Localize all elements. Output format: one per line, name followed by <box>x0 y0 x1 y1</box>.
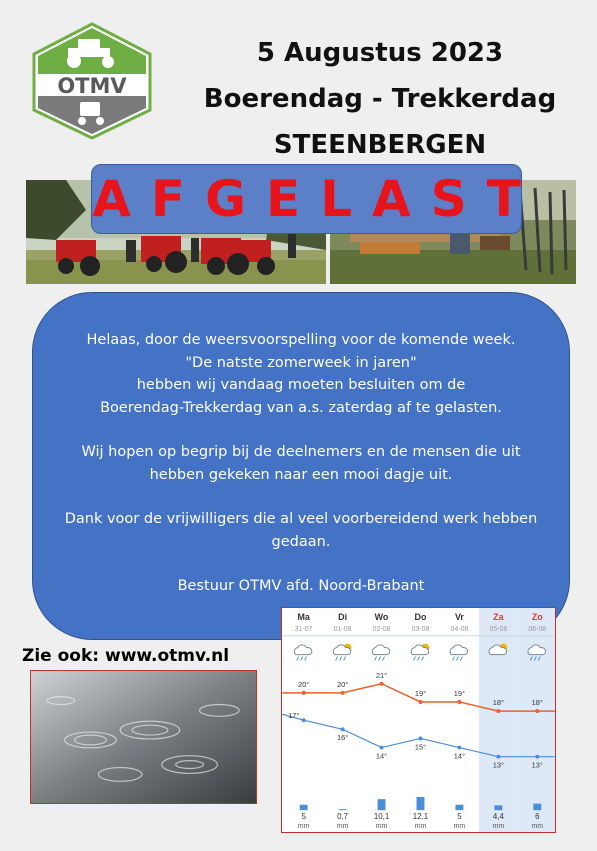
forecast-date: 31-07 <box>294 625 313 633</box>
sun-rain-cloud-icon <box>333 644 351 661</box>
rain-value: 0,7 <box>337 812 349 822</box>
announcement-paragraph <box>33 329 569 419</box>
min-temp-label: 14° <box>375 751 388 761</box>
event-title: Boerendag - Trekkerdag <box>203 84 557 114</box>
max-temp-point <box>535 709 539 713</box>
rain-value: 5 <box>457 812 462 822</box>
min-temp-point <box>496 755 500 759</box>
weekend-column <box>479 608 518 832</box>
forecast-date: 02-08 <box>372 625 391 633</box>
max-temp-label: 21° <box>375 670 388 680</box>
rain-unit: mm <box>453 823 466 831</box>
rain-value: 10,1 <box>373 812 390 822</box>
forecast-date: 03-08 <box>411 625 430 633</box>
rain-bar <box>455 805 463 810</box>
announcement-line: Dank voor de vrijwilligers die al veel voorbereidend werk hebben <box>64 511 538 527</box>
max-temp-label: 19° <box>414 689 427 699</box>
rain-value: 12,1 <box>412 812 429 822</box>
forecast-day: Zo <box>531 611 543 622</box>
forecast-day: Wo <box>374 611 389 622</box>
forecast-day: Di <box>338 611 348 622</box>
rain-unit: mm <box>414 823 427 831</box>
announcement-line: hebben gekeken naar een mooi dagje uit. <box>149 466 453 483</box>
rain-bar <box>417 797 425 810</box>
rain-value: 6 <box>535 812 540 822</box>
forecast-day: Do <box>414 611 427 622</box>
min-temp-point <box>302 718 306 722</box>
rain-unit: mm <box>297 823 310 831</box>
max-temp-point <box>496 709 500 713</box>
announcement-line: hebben wij vandaag moeten besluiten om de <box>136 377 466 393</box>
forecast-date: 01-08 <box>333 625 352 633</box>
announcement-line: Helaas, door de weersvoorspelling voor de komende week. <box>86 332 516 348</box>
announcement-paragraph <box>33 441 569 486</box>
rain-bar <box>533 804 541 811</box>
min-temp-label: 15° <box>414 742 427 752</box>
max-temp-point <box>419 700 423 704</box>
max-temp-label: 20° <box>336 679 349 689</box>
forecast-date: 05-08 <box>489 625 508 633</box>
cancelled-banner <box>91 164 541 234</box>
rain-bar <box>339 809 347 810</box>
min-temp-point <box>419 736 423 740</box>
forecast-day: Za <box>493 611 504 622</box>
forecast-day: Ma <box>297 611 310 622</box>
min-temp-point <box>535 755 539 759</box>
announcement-signature <box>33 575 569 598</box>
rain-unit: mm <box>531 823 544 831</box>
event-date: 5 Augustus 2023 <box>256 38 504 68</box>
rain-cloud-icon <box>294 645 311 661</box>
min-temp-point <box>380 746 384 750</box>
weather-forecast-widget <box>281 607 556 833</box>
rain-value: 4,4 <box>492 812 504 822</box>
announcement-paragraph <box>33 508 569 553</box>
max-temp-point <box>380 682 384 686</box>
max-temp-point <box>302 691 306 695</box>
max-temp-label: 19° <box>453 689 466 699</box>
event-place: STEENBERGEN <box>273 130 487 160</box>
max-temp-label: 18° <box>492 698 504 708</box>
weekend-column <box>518 608 556 832</box>
min-temp-point <box>341 727 345 731</box>
announcement-line: gedaan. <box>271 533 331 550</box>
min-temp-label: 17° <box>288 711 300 721</box>
logo-text: OTMV <box>57 74 127 98</box>
rain-bar <box>494 805 502 810</box>
min-temp-label: 14° <box>453 751 466 761</box>
min-temp-label: 16° <box>336 733 349 743</box>
announcement-line: "De natste zomerweek in jaren" <box>185 354 417 371</box>
max-temp-label: 18° <box>531 698 543 708</box>
rain-unit: mm <box>375 823 388 831</box>
max-temp-point <box>457 700 461 704</box>
max-temp-label: 20° <box>298 679 310 689</box>
min-temp-label: 13° <box>492 760 504 770</box>
rain-puddle-photo <box>30 670 257 804</box>
announcement-panel <box>32 292 570 640</box>
rain-unit: mm <box>492 823 505 831</box>
min-temp-label: 13° <box>531 760 543 770</box>
rain-bar <box>378 799 386 810</box>
rain-bar <box>300 805 308 810</box>
website-reference: Zie ook: www.otmv.nl <box>22 646 230 666</box>
min-temp-point <box>457 746 461 750</box>
sun-rain-cloud-icon <box>411 644 429 661</box>
announcement-line: Wij hopen op begrip bij de deelnemers en de mensen die uit <box>81 444 521 460</box>
rain-cloud-icon <box>372 645 389 661</box>
otmv-logo <box>30 22 154 140</box>
announcement-line: Boerendag-Trekkerdag van a.s. zaterdag af te gelasten. <box>100 399 502 416</box>
announcement-line: Bestuur OTMV afd. Noord-Brabant <box>177 578 425 594</box>
rain-unit: mm <box>336 823 349 831</box>
forecast-date: 04-08 <box>450 625 469 633</box>
rain-value: 5 <box>301 812 306 822</box>
max-temp-point <box>341 691 345 695</box>
rain-cloud-icon <box>450 645 467 661</box>
forecast-date: 06-08 <box>528 625 547 633</box>
forecast-day: Vr <box>454 611 464 622</box>
cancelled-text: AFGELAST <box>92 170 541 228</box>
